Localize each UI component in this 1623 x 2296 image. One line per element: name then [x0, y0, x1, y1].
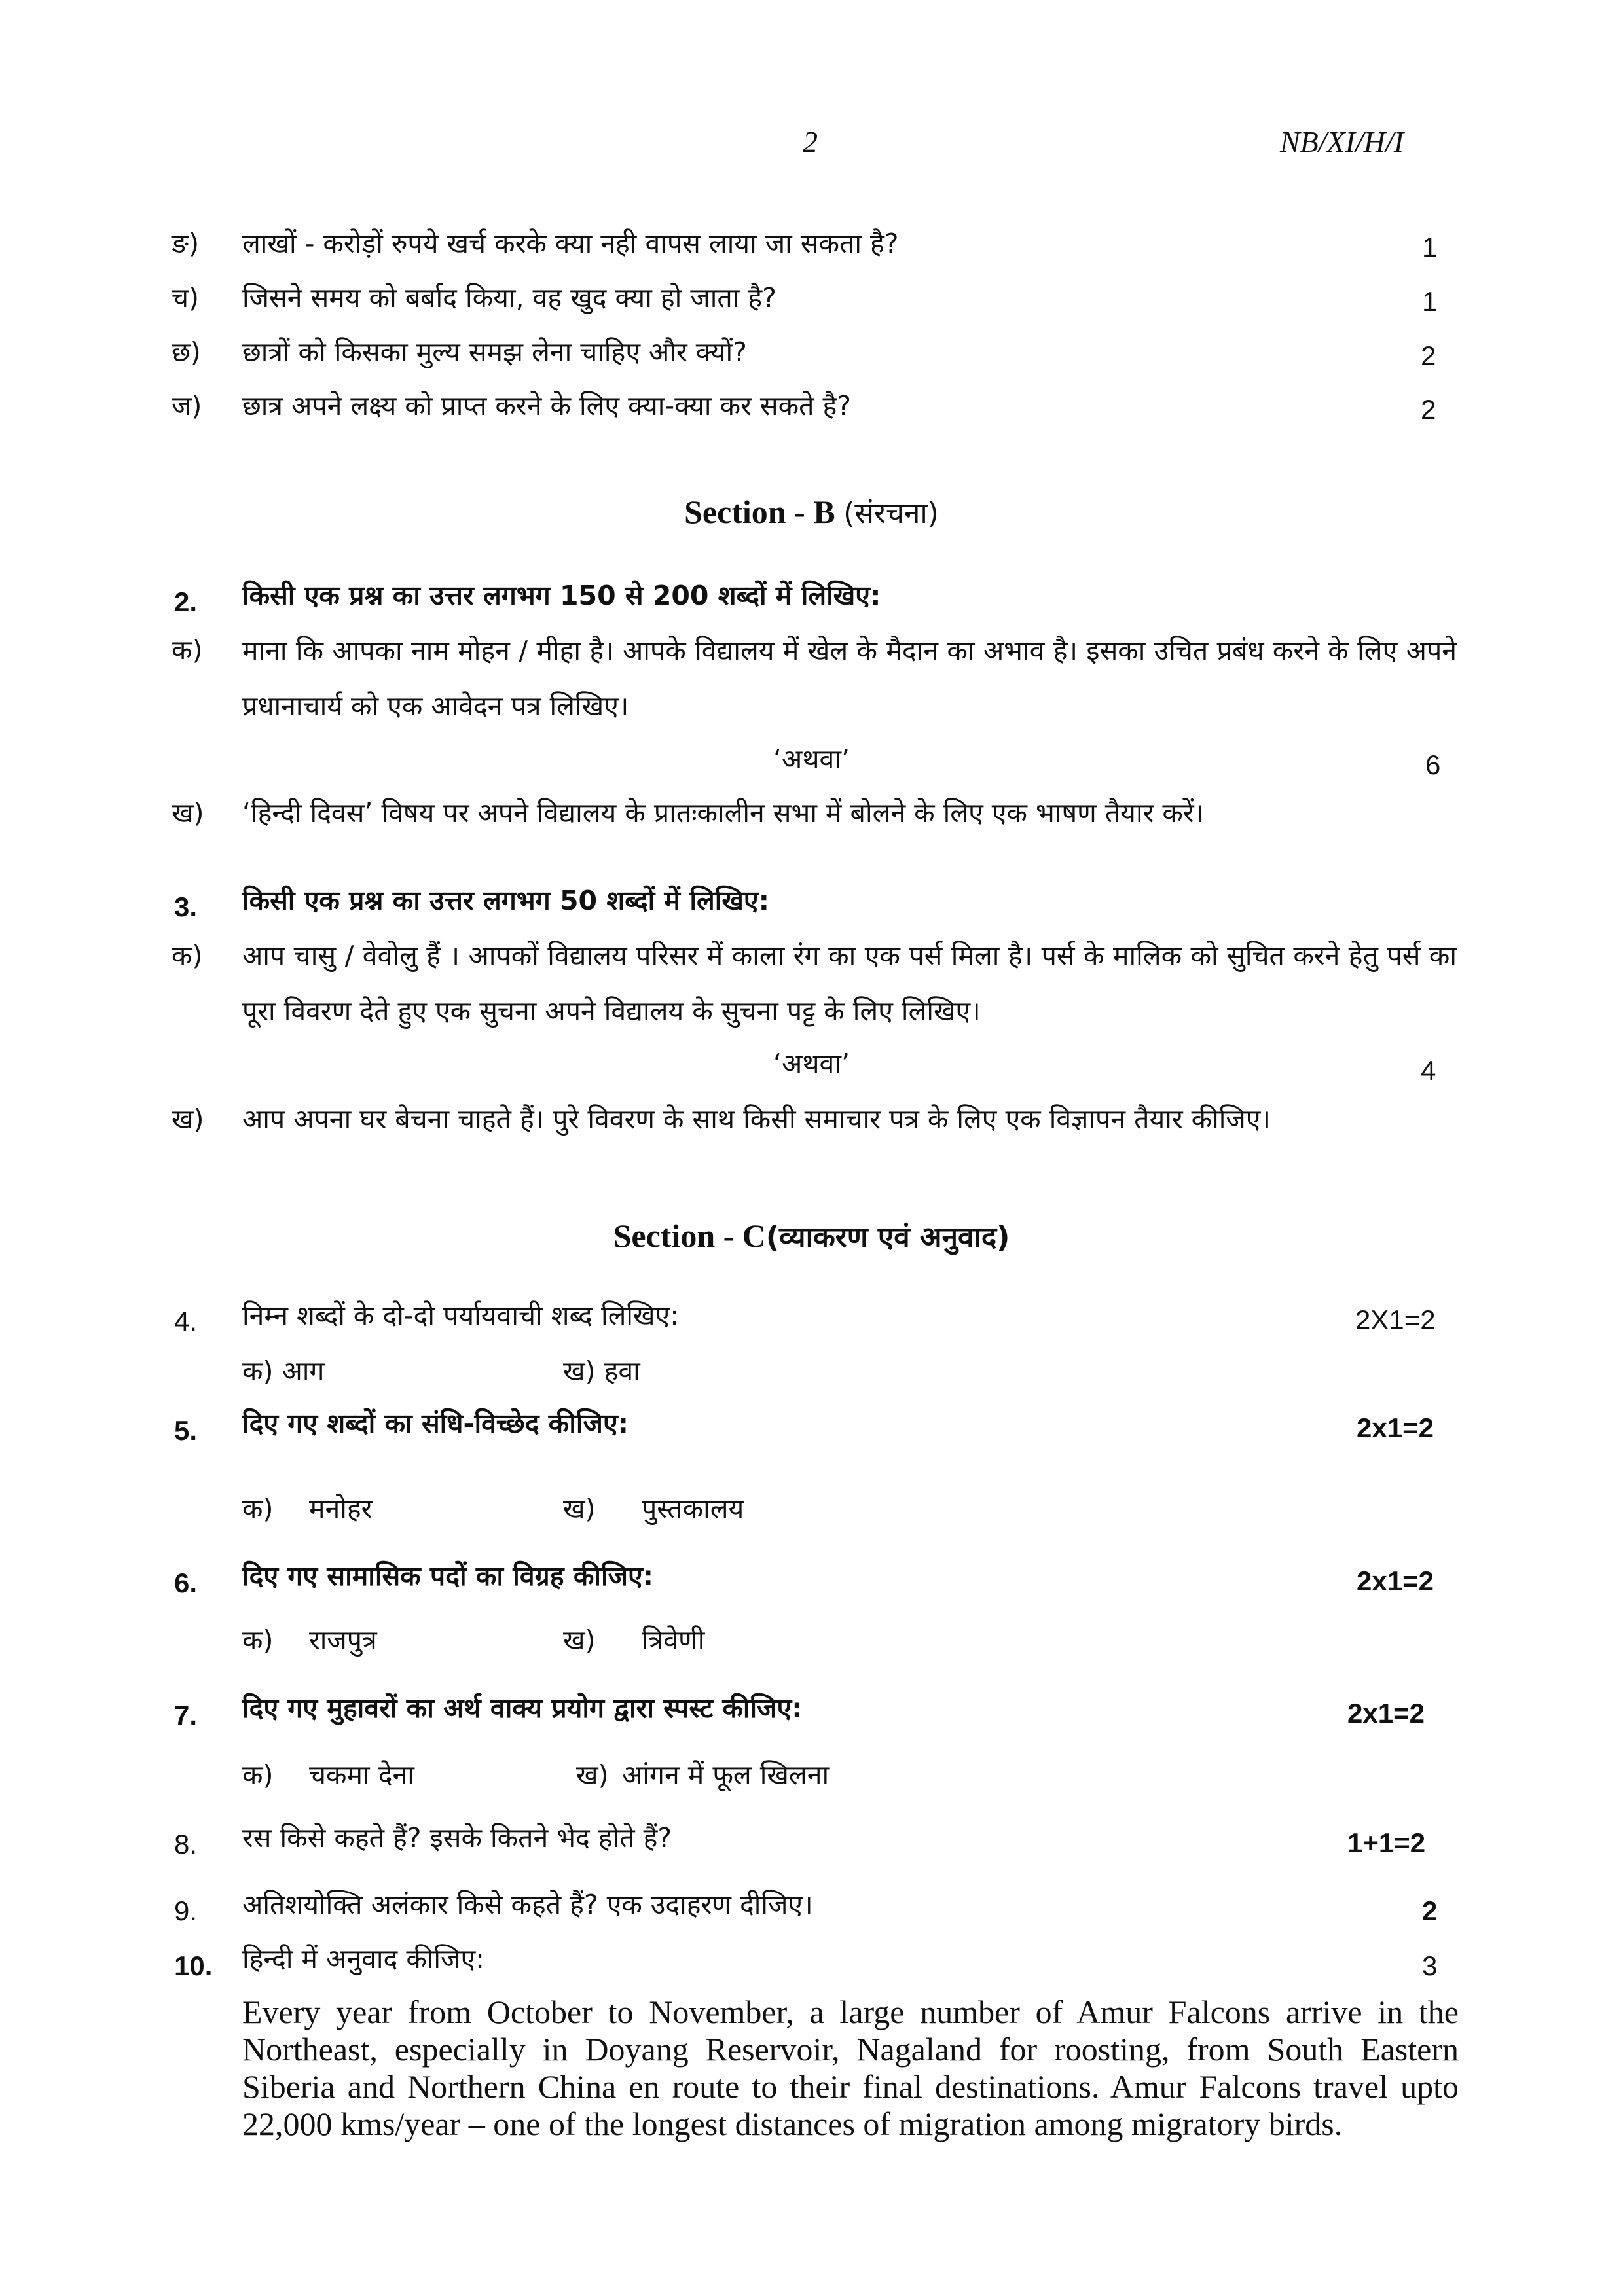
option-b-label: ख): [563, 1493, 596, 1524]
option-a: चकमा देना: [309, 1759, 414, 1791]
question-text: रस किसे कहते हैं? इसके कितने भेद होते हैं?: [242, 1822, 672, 1854]
question-label: क): [172, 940, 203, 971]
question-marks: 6: [1425, 749, 1441, 780]
paper-code: NB/XI/H/I: [1280, 125, 1404, 158]
option-b: आंगन में फूल खिलना: [622, 1759, 830, 1791]
option-b: ख) हवा: [563, 1355, 640, 1387]
question-marks: 1+1=2: [1347, 1827, 1426, 1858]
question-instruction: किसी एक प्रश्न का उत्तर लगभग 50 शब्दों में लिखिए:: [242, 885, 769, 916]
option-a-label: क): [242, 1624, 274, 1656]
question-text: निम्न शब्दों के दो-दो पर्यायवाची शब्द लिखिए:: [242, 1300, 680, 1331]
question-marks: 2: [1422, 1895, 1438, 1926]
question-marks: 1: [1422, 232, 1438, 262]
question-marks: 2x1=2: [1357, 1566, 1434, 1596]
question-text: ‘हिन्दी दिवस’ विषय पर अपने विद्यालय के प्रातःकालीन सभा में बोलने के लिए एक भाषण तैयार करें।: [242, 797, 1205, 829]
or-separator: ‘अथवा’: [773, 1048, 850, 1079]
question-text: दिए गए सामासिक पदों का विग्रह कीजिए:: [242, 1560, 654, 1592]
question-text: दिए गए मुहावरों का अर्थ वाक्य प्रयोग द्वारा स्पस्ट कीजिए:: [242, 1693, 803, 1724]
option-b-label: ख): [576, 1759, 609, 1791]
option-a: क) आग: [242, 1355, 325, 1387]
question-number: 8.: [174, 1829, 198, 1859]
section-b-heading: [0, 492, 1623, 531]
question-label: क): [172, 634, 203, 666]
question-number: 10.: [174, 1950, 213, 1981]
question-number: 7.: [174, 1700, 198, 1731]
question-text: आप अपना घर बेचना चाहते हैं। पुरे विवरण के साथ किसी समाचार पत्र के लिए एक विज्ञापन तैयार कीजिए।: [242, 1103, 1271, 1135]
question-text: छात्र अपने लक्ष्य को प्राप्त करने के लिए क्या-क्या कर सकते है?: [242, 390, 852, 422]
question-label: च): [172, 282, 200, 314]
question-marks: 3: [1422, 1950, 1438, 1981]
question-text: माना कि आपका नाम मोहन / मीहा है। आपके विद्यालय में खेल के मैदान का अभाव है। इसका उचित प्रबंध करने के लिए अपने प्रधानाचार्य को एक आवेदन पत्र लिखिए।: [242, 635, 1457, 722]
question-label: छ): [172, 336, 201, 368]
question-marks: 4: [1421, 1055, 1436, 1086]
question-marks: 1: [1422, 286, 1438, 317]
section-c-heading: [0, 1216, 1623, 1255]
question-text: लाखों - करोड़ों रुपये खर्च करके क्या नही वापस लाया जा सकता है?: [242, 228, 899, 259]
question-text: हिन्दी में अनुवाद कीजिए:: [242, 1943, 484, 1975]
question-marks: 2: [1421, 340, 1436, 371]
page-number: 2: [803, 125, 818, 158]
question-label: ख): [172, 797, 204, 829]
question-marks: 2: [1421, 394, 1436, 425]
question-number: 6.: [174, 1568, 198, 1598]
option-a: मनोहर: [309, 1493, 373, 1524]
question-text: अतिशयोक्ति अलंकार किसे कहते हैं? एक उदाहरण दीजिए।: [242, 1889, 813, 1920]
option-a-label: क): [242, 1493, 274, 1524]
section-b-title: Section - B: [684, 493, 835, 530]
question-instruction: किसी एक प्रश्न का उत्तर लगभग 150 से 200 शब्दों में लिखिए:: [242, 580, 881, 611]
question-number: 2.: [174, 586, 198, 617]
option-a: राजपुत्र: [309, 1624, 377, 1656]
question-text: आप चासु / वेवोलु हैं । आपकों विद्यालय परिसर में काला रंग का एक पर्स मिला है। पर्स के मालिक को सुचित करने हेतु पर्स का पूरा विवरण देते हुए एक सुचना अपने विद्यालय के सुचना पट्ट के लिए लिखिए।: [242, 940, 1457, 1027]
question-number: 9.: [174, 1895, 198, 1926]
question-text: जिसने समय को बर्बाद किया, वह खुद क्या हो जाता है?: [242, 282, 776, 314]
question-number: 5.: [174, 1415, 198, 1446]
question-label: ख): [172, 1103, 204, 1135]
option-b-label: ख): [563, 1624, 596, 1656]
translation-passage: Every year from October to November, a large number of Amur Falcons arrive in the Northeast, especially in Doyang Reservoir, Nagaland for roosting, from South Eastern Siberia and Northern China en route to their final destinations. Amur Falcons travel upto 22,000 kms/year – one of the longest distances of migration among migratory birds.: [242, 1994, 1459, 2142]
section-b-title-hindi: (संरचना): [843, 497, 939, 530]
question-number: 3.: [174, 891, 198, 922]
question-text: दिए गए शब्दों का संधि-विच्छेद कीजिए:: [242, 1408, 629, 1439]
question-label: ङ): [172, 228, 200, 259]
question-text: छात्रों को किसका मुल्य समझ लेना चाहिए और क्यों?: [242, 336, 747, 368]
option-b: पुस्तकालय: [642, 1493, 744, 1524]
question-marks: 2x1=2: [1357, 1412, 1434, 1443]
question-marks: 2x1=2: [1347, 1698, 1425, 1729]
option-b: त्रिवेणी: [642, 1624, 705, 1656]
option-a-label: क): [242, 1759, 274, 1791]
or-separator: ‘अथवा’: [773, 744, 850, 775]
question-number: 4.: [174, 1306, 198, 1336]
section-c-title-hindi: (व्याकरण एवं अनुवाद): [765, 1221, 1010, 1254]
question-label: ज): [172, 390, 202, 422]
section-c-title: Section - C: [613, 1217, 766, 1254]
question-marks: 2X1=2: [1355, 1304, 1436, 1335]
